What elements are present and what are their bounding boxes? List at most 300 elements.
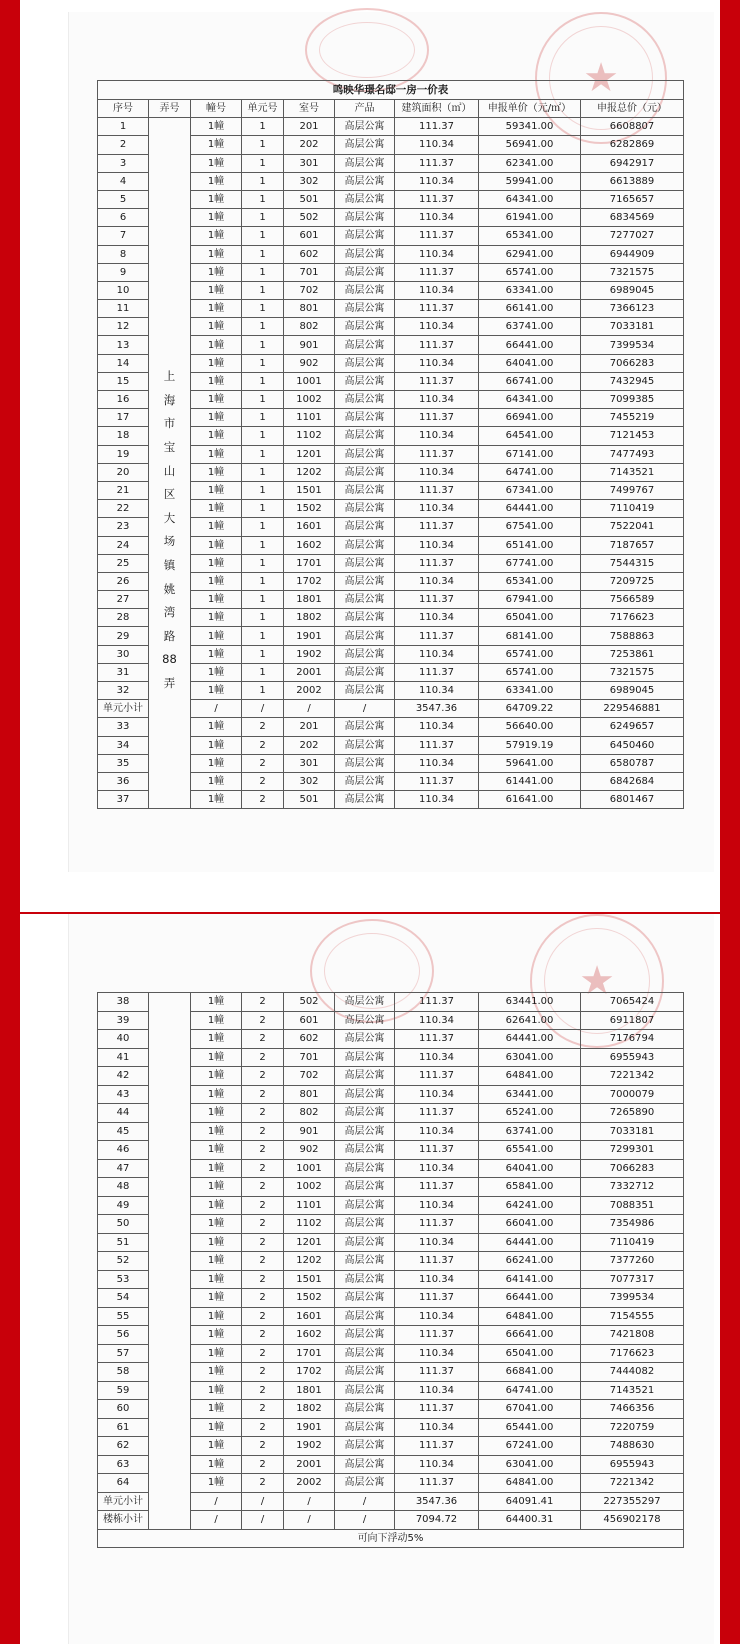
total-price: 6608807	[581, 118, 684, 136]
product-type: 高层公寓	[335, 209, 395, 227]
unit-no: 1	[242, 118, 284, 136]
total-price: 7000079	[581, 1085, 684, 1104]
lane-address-char: 镇	[163, 557, 176, 572]
unit-no: 1	[242, 591, 284, 609]
unit-no: 1	[242, 300, 284, 318]
unit-no: 2	[242, 1122, 284, 1141]
total-price: 7077317	[581, 1270, 684, 1289]
room-no: 1502	[284, 1289, 335, 1308]
row-index: 33	[98, 718, 149, 736]
total-price: 7354986	[581, 1215, 684, 1234]
unit-no: 2	[242, 736, 284, 754]
unit-price: 66841.00	[479, 1363, 581, 1382]
unit-price: 61941.00	[479, 209, 581, 227]
star-icon: ★	[583, 55, 619, 101]
room-no: 802	[284, 318, 335, 336]
unit-price: 57919.19	[479, 736, 581, 754]
product-type: 高层公寓	[335, 263, 395, 281]
unit-price: 64709.22	[479, 700, 581, 718]
unit-price: 66441.00	[479, 336, 581, 354]
unit-no: 2	[242, 1455, 284, 1474]
floor-area: 110.34	[395, 1159, 479, 1178]
unit-no: 1	[242, 645, 284, 663]
room-no: 501	[284, 791, 335, 809]
room-no: 1102	[284, 1215, 335, 1234]
total-price: 7377260	[581, 1252, 684, 1271]
row-index: 48	[98, 1178, 149, 1197]
room-no: 1802	[284, 1400, 335, 1419]
row-index: 6	[98, 209, 149, 227]
unit-no: 1	[242, 281, 284, 299]
unit-no: 1	[242, 682, 284, 700]
product-type: 高层公寓	[335, 172, 395, 190]
building-no: 1幢	[191, 572, 242, 590]
row-index: 26	[98, 572, 149, 590]
total-price: 7066283	[581, 354, 684, 372]
row-index: 63	[98, 1455, 149, 1474]
building-no: 1幢	[191, 281, 242, 299]
unit-price: 63341.00	[479, 682, 581, 700]
room-no: 1701	[284, 1344, 335, 1363]
column-header: 室号	[284, 100, 335, 118]
row-index: 2	[98, 136, 149, 154]
unit-no: 1	[242, 209, 284, 227]
unit-price: 63341.00	[479, 281, 581, 299]
unit-price: 64241.00	[479, 1196, 581, 1215]
total-price: 7088351	[581, 1196, 684, 1215]
product-type: 高层公寓	[335, 536, 395, 554]
total-price: 7066283	[581, 1159, 684, 1178]
room-no: 502	[284, 993, 335, 1012]
unit-price: 67341.00	[479, 481, 581, 499]
building-no: 1幢	[191, 1381, 242, 1400]
unit-price: 67541.00	[479, 518, 581, 536]
building-no: 1幢	[191, 718, 242, 736]
product-type: 高层公寓	[335, 1252, 395, 1271]
unit-price: 64041.00	[479, 354, 581, 372]
room-no: 1802	[284, 609, 335, 627]
total-price: 6801467	[581, 791, 684, 809]
building-no: /	[191, 700, 242, 718]
unit-no: 2	[242, 1141, 284, 1160]
total-price: 6249657	[581, 718, 684, 736]
room-no: 1202	[284, 1252, 335, 1271]
building-no: 1幢	[191, 1418, 242, 1437]
total-price: 6944909	[581, 245, 684, 263]
product-type: 高层公寓	[335, 791, 395, 809]
row-index: 57	[98, 1344, 149, 1363]
unit-no: 2	[242, 1400, 284, 1419]
unit-no: 1	[242, 245, 284, 263]
building-no: 1幢	[191, 609, 242, 627]
column-header: 弄号	[149, 100, 191, 118]
building-no: 1幢	[191, 427, 242, 445]
unit-no: 2	[242, 754, 284, 772]
unit-price: 66141.00	[479, 300, 581, 318]
column-header: 序号	[98, 100, 149, 118]
building-no: 1幢	[191, 518, 242, 536]
total-price: 7209725	[581, 572, 684, 590]
product-type: 高层公寓	[335, 1067, 395, 1086]
floor-area: 111.37	[395, 518, 479, 536]
room-no: 502	[284, 209, 335, 227]
page-panel-1	[20, 0, 720, 912]
unit-price: 64041.00	[479, 1159, 581, 1178]
unit-no: /	[242, 700, 284, 718]
floor-area: 3547.36	[395, 700, 479, 718]
building-no: 1幢	[191, 645, 242, 663]
building-no: 1幢	[191, 1011, 242, 1030]
total-price: 7033181	[581, 318, 684, 336]
product-type: 高层公寓	[335, 190, 395, 208]
unit-no: 1	[242, 518, 284, 536]
total-price: 7455219	[581, 409, 684, 427]
floor-area: 111.37	[395, 154, 479, 172]
row-index: 51	[98, 1233, 149, 1252]
total-price: 7321575	[581, 263, 684, 281]
total-price: 7499767	[581, 481, 684, 499]
floor-area: 111.37	[395, 227, 479, 245]
unit-price: 66241.00	[479, 1252, 581, 1271]
row-index: 24	[98, 536, 149, 554]
lane-address-char: 市	[163, 416, 176, 431]
floor-area: 111.37	[395, 663, 479, 681]
unit-price: 66941.00	[479, 409, 581, 427]
unit-price: 63441.00	[479, 993, 581, 1012]
row-index: 35	[98, 754, 149, 772]
product-type: 高层公寓	[335, 118, 395, 136]
total-price: 7488630	[581, 1437, 684, 1456]
unit-no: 1	[242, 609, 284, 627]
row-index: 28	[98, 609, 149, 627]
row-index: 22	[98, 500, 149, 518]
floor-area: 110.34	[395, 609, 479, 627]
room-no: 1101	[284, 409, 335, 427]
building-no: 1幢	[191, 318, 242, 336]
building-no: 1幢	[191, 754, 242, 772]
table-title: 鸣映华璟名邸一房一价表	[98, 81, 684, 100]
row-index: 64	[98, 1474, 149, 1493]
unit-price: 59941.00	[479, 172, 581, 190]
product-type: 高层公寓	[335, 136, 395, 154]
unit-no: 2	[242, 993, 284, 1012]
row-index: 60	[98, 1400, 149, 1419]
unit-price: 64141.00	[479, 1270, 581, 1289]
column-header: 申报总价（元）	[581, 100, 684, 118]
building-no: 1幢	[191, 172, 242, 190]
building-no: 1幢	[191, 993, 242, 1012]
column-header: 幢号	[191, 100, 242, 118]
unit-price: 65041.00	[479, 609, 581, 627]
unit-price: 56640.00	[479, 718, 581, 736]
total-price: 6942917	[581, 154, 684, 172]
row-index: 11	[98, 300, 149, 318]
floor-area: 110.34	[395, 536, 479, 554]
room-no: 301	[284, 754, 335, 772]
building-no: 1幢	[191, 391, 242, 409]
total-price: 7176623	[581, 1344, 684, 1363]
total-price: 7143521	[581, 463, 684, 481]
room-no: 602	[284, 245, 335, 263]
unit-no: 1	[242, 318, 284, 336]
row-index: 61	[98, 1418, 149, 1437]
product-type: /	[335, 1492, 395, 1511]
floor-area: 110.34	[395, 754, 479, 772]
building-no: 1幢	[191, 1030, 242, 1049]
floor-area: 110.34	[395, 1381, 479, 1400]
floor-area: 110.34	[395, 136, 479, 154]
lane-address-char: 弄	[163, 675, 176, 690]
floor-area: 3547.36	[395, 1492, 479, 1511]
floor-area: 110.34	[395, 281, 479, 299]
total-price: 7444082	[581, 1363, 684, 1382]
floor-area: 111.37	[395, 1400, 479, 1419]
total-price: 6834569	[581, 209, 684, 227]
unit-no: 2	[242, 1215, 284, 1234]
unit-no: 1	[242, 172, 284, 190]
building-no: 1幢	[191, 300, 242, 318]
row-index: 10	[98, 281, 149, 299]
lane-address-char: 海	[163, 392, 176, 407]
building-no: 1幢	[191, 1067, 242, 1086]
total-price: 6613889	[581, 172, 684, 190]
room-no: 902	[284, 1141, 335, 1160]
row-index: 32	[98, 682, 149, 700]
unit-price: 66441.00	[479, 1289, 581, 1308]
total-price: 6580787	[581, 754, 684, 772]
room-no: 2001	[284, 663, 335, 681]
building-no: 1幢	[191, 736, 242, 754]
unit-no: 1	[242, 663, 284, 681]
floor-area: 110.34	[395, 172, 479, 190]
room-no: 202	[284, 736, 335, 754]
building-no: 1幢	[191, 1233, 242, 1252]
product-type: 高层公寓	[335, 1048, 395, 1067]
row-index: 39	[98, 1011, 149, 1030]
unit-price: 64091.41	[479, 1492, 581, 1511]
row-index: 5	[98, 190, 149, 208]
row-index: 8	[98, 245, 149, 263]
row-index: 54	[98, 1289, 149, 1308]
unit-price: 65041.00	[479, 1344, 581, 1363]
total-price: 7265890	[581, 1104, 684, 1123]
product-type: 高层公寓	[335, 572, 395, 590]
product-type: 高层公寓	[335, 1437, 395, 1456]
unit-price: 64541.00	[479, 427, 581, 445]
building-no: 1幢	[191, 154, 242, 172]
building-no: 1幢	[191, 1400, 242, 1419]
product-type: 高层公寓	[335, 518, 395, 536]
unit-no: 1	[242, 227, 284, 245]
product-type: 高层公寓	[335, 1141, 395, 1160]
floor-area: 111.37	[395, 190, 479, 208]
unit-no: 1	[242, 445, 284, 463]
unit-price: 63441.00	[479, 1085, 581, 1104]
star-icon: ★	[579, 958, 615, 1004]
unit-no: 1	[242, 154, 284, 172]
row-index: 42	[98, 1067, 149, 1086]
building-no: 1幢	[191, 627, 242, 645]
unit-price: 67141.00	[479, 445, 581, 463]
unit-price: 64441.00	[479, 1030, 581, 1049]
total-price: 456902178	[581, 1511, 684, 1530]
building-no: 1幢	[191, 190, 242, 208]
product-type: 高层公寓	[335, 736, 395, 754]
row-index: 62	[98, 1437, 149, 1456]
total-price: 7033181	[581, 1122, 684, 1141]
unit-price: 59341.00	[479, 118, 581, 136]
floor-area: 111.37	[395, 1363, 479, 1382]
room-no: 1801	[284, 591, 335, 609]
total-price: 7277027	[581, 227, 684, 245]
product-type: 高层公寓	[335, 227, 395, 245]
unit-no: 2	[242, 1067, 284, 1086]
building-no: 1幢	[191, 1289, 242, 1308]
total-price: 7432945	[581, 372, 684, 390]
unit-price: 66641.00	[479, 1326, 581, 1345]
total-price: 7399534	[581, 336, 684, 354]
row-index: 18	[98, 427, 149, 445]
floor-area: 110.34	[395, 1122, 479, 1141]
row-index: 7	[98, 227, 149, 245]
column-header: 单元号	[242, 100, 284, 118]
floor-area: 111.37	[395, 1289, 479, 1308]
floor-area: 110.34	[395, 1270, 479, 1289]
room-no: 1901	[284, 627, 335, 645]
total-price: 7588863	[581, 627, 684, 645]
unit-no: 2	[242, 1085, 284, 1104]
unit-price: 67941.00	[479, 591, 581, 609]
floor-area: 110.34	[395, 463, 479, 481]
building-no: 1幢	[191, 591, 242, 609]
product-type: 高层公寓	[335, 1363, 395, 1382]
unit-price: 65741.00	[479, 263, 581, 281]
lane-address-char: 宝	[163, 439, 176, 454]
building-no: 1幢	[191, 481, 242, 499]
floor-area: 111.37	[395, 1141, 479, 1160]
row-index: 36	[98, 772, 149, 790]
floor-area: 111.37	[395, 1104, 479, 1123]
row-index: 45	[98, 1122, 149, 1141]
floor-area: 110.34	[395, 1196, 479, 1215]
unit-no: 1	[242, 481, 284, 499]
room-no: 801	[284, 300, 335, 318]
product-type: 高层公寓	[335, 1307, 395, 1326]
row-index: 3	[98, 154, 149, 172]
building-no: 1幢	[191, 1344, 242, 1363]
unit-no: 2	[242, 1326, 284, 1345]
building-no: 1幢	[191, 791, 242, 809]
floor-area: 110.34	[395, 1085, 479, 1104]
unit-no: /	[242, 1492, 284, 1511]
row-index: 31	[98, 663, 149, 681]
row-index: 44	[98, 1104, 149, 1123]
room-no: 1601	[284, 1307, 335, 1326]
floor-area: 110.34	[395, 718, 479, 736]
room-no: /	[284, 1492, 335, 1511]
product-type: 高层公寓	[335, 391, 395, 409]
room-no: 1801	[284, 1381, 335, 1400]
room-no: 1002	[284, 1178, 335, 1197]
product-type: 高层公寓	[335, 245, 395, 263]
unit-no: 1	[242, 354, 284, 372]
room-no: 302	[284, 172, 335, 190]
building-no: 1幢	[191, 1455, 242, 1474]
unit-price: 63041.00	[479, 1455, 581, 1474]
product-type: 高层公寓	[335, 1381, 395, 1400]
product-type: 高层公寓	[335, 336, 395, 354]
building-no: 1幢	[191, 1196, 242, 1215]
unit-price: 64741.00	[479, 1381, 581, 1400]
unit-no: 1	[242, 263, 284, 281]
total-price: 7466356	[581, 1400, 684, 1419]
product-type: 高层公寓	[335, 627, 395, 645]
row-index: 13	[98, 336, 149, 354]
floor-area: 111.37	[395, 1067, 479, 1086]
total-price: 6450460	[581, 736, 684, 754]
floor-area: 110.34	[395, 1455, 479, 1474]
building-no: 1幢	[191, 1307, 242, 1326]
total-price: 7099385	[581, 391, 684, 409]
unit-price: 65341.00	[479, 227, 581, 245]
unit-price: 62941.00	[479, 245, 581, 263]
room-no: 201	[284, 718, 335, 736]
product-type: 高层公寓	[335, 1474, 395, 1493]
building-no: 1幢	[191, 1252, 242, 1271]
row-index: 53	[98, 1270, 149, 1289]
price-table-part1	[97, 80, 684, 809]
floor-area: 110.34	[395, 791, 479, 809]
product-type: 高层公寓	[335, 1233, 395, 1252]
floor-area: 110.34	[395, 682, 479, 700]
room-no: 1902	[284, 645, 335, 663]
building-no: 1幢	[191, 1270, 242, 1289]
building-no: 1幢	[191, 536, 242, 554]
building-no: 1幢	[191, 1122, 242, 1141]
total-price: 6955943	[581, 1048, 684, 1067]
unit-no: 2	[242, 1363, 284, 1382]
lane-address-char: 88	[162, 652, 177, 667]
product-type: 高层公寓	[335, 427, 395, 445]
total-price: 7253861	[581, 645, 684, 663]
product-type: 高层公寓	[335, 1178, 395, 1197]
product-type: 高层公寓	[335, 1289, 395, 1308]
row-index: 单元小计	[98, 700, 149, 718]
floor-area: 111.37	[395, 336, 479, 354]
product-type: 高层公寓	[335, 1215, 395, 1234]
room-no: 1102	[284, 427, 335, 445]
unit-no: 2	[242, 1289, 284, 1308]
lane-address-char: 场	[163, 534, 176, 549]
product-type: 高层公寓	[335, 154, 395, 172]
floor-area: 7094.72	[395, 1511, 479, 1530]
room-no: 1702	[284, 1363, 335, 1382]
unit-price: 68141.00	[479, 627, 581, 645]
product-type: /	[335, 700, 395, 718]
floor-area: 111.37	[395, 591, 479, 609]
room-no: 1001	[284, 1159, 335, 1178]
room-no: 901	[284, 1122, 335, 1141]
floor-area: 111.37	[395, 772, 479, 790]
floor-area: 111.37	[395, 300, 479, 318]
product-type: 高层公寓	[335, 1122, 395, 1141]
floor-area: 111.37	[395, 118, 479, 136]
floor-area: 111.37	[395, 736, 479, 754]
unit-no: 2	[242, 1159, 284, 1178]
room-no: 901	[284, 336, 335, 354]
product-type: 高层公寓	[335, 1104, 395, 1123]
unit-no: 2	[242, 1233, 284, 1252]
